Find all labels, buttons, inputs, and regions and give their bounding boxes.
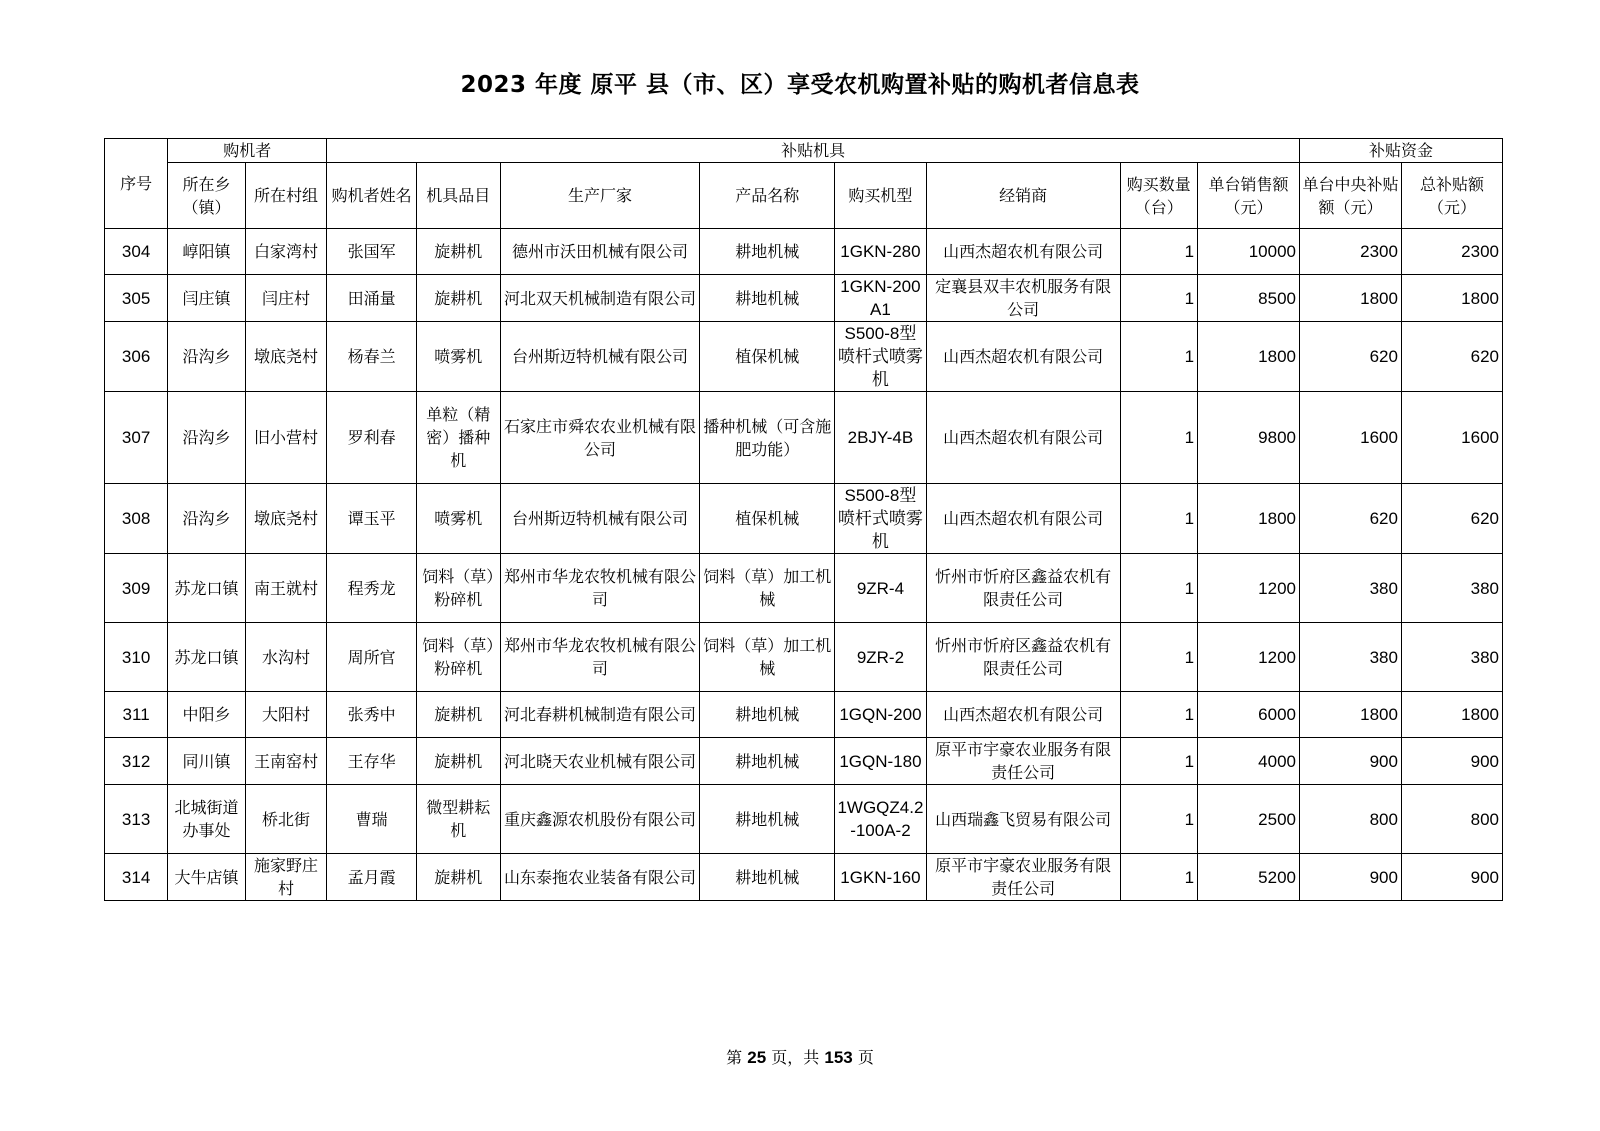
qty-cell: 1	[1120, 554, 1197, 623]
category-cell: 旋耕机	[417, 738, 501, 785]
seq-cell: 307	[105, 392, 168, 484]
qty-cell: 1	[1120, 785, 1197, 854]
maker-cell: 台州斯迈特机械有限公司	[500, 322, 700, 392]
column-header-row	[105, 163, 1503, 229]
buyer-name-cell: 周所官	[327, 623, 417, 692]
header-village: 所在村组	[245, 163, 327, 229]
page-title: 2023 年度 原平 县（市、区）享受农机购置补贴的购机者信息表	[460, 72, 1140, 98]
seq-cell: 313	[105, 785, 168, 854]
maker-cell: 河北晓天农业机械有限公司	[500, 738, 700, 785]
product-cell: 耕地机械	[700, 692, 835, 738]
footer-total-pages: 153	[824, 1048, 853, 1067]
subsidy-cell: 380	[1300, 554, 1402, 623]
table-row	[105, 738, 1503, 785]
header-buyer-name: 购机者姓名	[327, 163, 417, 229]
header-product: 产品名称	[700, 163, 835, 229]
model-cell: 1WGQZ4.2-100A-2	[835, 785, 927, 854]
qty-cell: 1	[1120, 275, 1197, 322]
buyer-name-cell: 田涌量	[327, 275, 417, 322]
dealer-cell: 山西瑞鑫飞贸易有限公司	[926, 785, 1120, 854]
seq-cell: 306	[105, 322, 168, 392]
maker-cell: 重庆鑫源农机股份有限公司	[500, 785, 700, 854]
buyer-name-cell: 曹瑞	[327, 785, 417, 854]
village-cell: 施家野庄村	[245, 854, 327, 901]
maker-cell: 山东泰拖农业装备有限公司	[500, 854, 700, 901]
maker-cell: 郑州市华龙农牧机械有限公司	[500, 623, 700, 692]
model-cell: S500-8型喷杆式喷雾机	[835, 322, 927, 392]
product-cell: 耕地机械	[700, 275, 835, 322]
dealer-cell: 山西杰超农机有限公司	[926, 229, 1120, 275]
seq-cell: 309	[105, 554, 168, 623]
header-maker: 生产厂家	[500, 163, 700, 229]
qty-cell: 1	[1120, 229, 1197, 275]
subsidy-cell: 620	[1300, 484, 1402, 554]
header-subsidy: 单台中央补贴额（元）	[1300, 163, 1402, 229]
village-cell: 大阳村	[245, 692, 327, 738]
dealer-cell: 忻州市忻府区鑫益农机有限责任公司	[926, 554, 1120, 623]
category-cell: 喷雾机	[417, 484, 501, 554]
total-cell: 620	[1401, 484, 1502, 554]
town-cell: 沿沟乡	[168, 484, 245, 554]
subsidy-cell: 1800	[1300, 275, 1402, 322]
subsidy-cell: 380	[1300, 623, 1402, 692]
model-cell: 1GKN-200A1	[835, 275, 927, 322]
model-cell: 1GKN-160	[835, 854, 927, 901]
product-cell: 植保机械	[700, 322, 835, 392]
buyer-name-cell: 王存华	[327, 738, 417, 785]
total-cell: 620	[1401, 322, 1502, 392]
table-row	[105, 623, 1503, 692]
subsidy-table	[104, 138, 1503, 901]
category-cell: 旋耕机	[417, 275, 501, 322]
price-cell: 9800	[1198, 392, 1300, 484]
footer-page-number: 25	[747, 1048, 767, 1067]
village-cell: 水沟村	[245, 623, 327, 692]
model-cell: 9ZR-2	[835, 623, 927, 692]
buyer-name-cell: 罗利春	[327, 392, 417, 484]
product-cell: 饲料（草）加工机械	[700, 623, 835, 692]
subsidy-cell: 1800	[1300, 692, 1402, 738]
town-cell: 苏龙口镇	[168, 623, 245, 692]
total-cell: 2300	[1401, 229, 1502, 275]
buyer-name-cell: 杨春兰	[327, 322, 417, 392]
buyer-name-cell: 张秀中	[327, 692, 417, 738]
category-cell: 旋耕机	[417, 692, 501, 738]
group-header-row	[105, 139, 1503, 163]
footer-mid: 页，共	[771, 1048, 820, 1067]
table-row	[105, 229, 1503, 275]
total-cell: 1800	[1401, 692, 1502, 738]
dealer-cell: 山西杰超农机有限公司	[926, 484, 1120, 554]
product-cell: 耕地机械	[700, 229, 835, 275]
subsidy-cell: 2300	[1300, 229, 1402, 275]
town-cell: 北城街道办事处	[168, 785, 245, 854]
header-group-buyer: 购机者	[168, 139, 327, 163]
header-model: 购买机型	[835, 163, 927, 229]
village-cell: 桥北街	[245, 785, 327, 854]
qty-cell: 1	[1120, 322, 1197, 392]
village-cell: 南王就村	[245, 554, 327, 623]
dealer-cell: 山西杰超农机有限公司	[926, 392, 1120, 484]
qty-cell: 1	[1120, 623, 1197, 692]
model-cell: 1GKN-280	[835, 229, 927, 275]
total-cell: 380	[1401, 623, 1502, 692]
seq-cell: 314	[105, 854, 168, 901]
seq-cell: 304	[105, 229, 168, 275]
table-row	[105, 275, 1503, 322]
town-cell: 苏龙口镇	[168, 554, 245, 623]
seq-cell: 305	[105, 275, 168, 322]
maker-cell: 德州市沃田机械有限公司	[500, 229, 700, 275]
village-cell: 墩底尧村	[245, 484, 327, 554]
subsidy-cell: 800	[1300, 785, 1402, 854]
price-cell: 1800	[1198, 484, 1300, 554]
subsidy-cell: 1600	[1300, 392, 1402, 484]
price-cell: 4000	[1198, 738, 1300, 785]
village-cell: 白家湾村	[245, 229, 327, 275]
page-footer	[0, 1045, 1600, 1068]
price-cell: 5200	[1198, 854, 1300, 901]
category-cell: 微型耕耘机	[417, 785, 501, 854]
total-cell: 1800	[1401, 275, 1502, 322]
category-cell: 旋耕机	[417, 854, 501, 901]
product-cell: 饲料（草）加工机械	[700, 554, 835, 623]
price-cell: 8500	[1198, 275, 1300, 322]
product-cell: 植保机械	[700, 484, 835, 554]
category-cell: 饲料（草）粉碎机	[417, 554, 501, 623]
price-cell: 2500	[1198, 785, 1300, 854]
table-row	[105, 322, 1503, 392]
dealer-cell: 定襄县双丰农机服务有限公司	[926, 275, 1120, 322]
town-cell: 同川镇	[168, 738, 245, 785]
town-cell: 沿沟乡	[168, 392, 245, 484]
table-row	[105, 854, 1503, 901]
header-category: 机具品目	[417, 163, 501, 229]
seq-cell: 310	[105, 623, 168, 692]
town-cell: 沿沟乡	[168, 322, 245, 392]
model-cell: 1GQN-180	[835, 738, 927, 785]
dealer-cell: 山西杰超农机有限公司	[926, 692, 1120, 738]
price-cell: 10000	[1198, 229, 1300, 275]
buyer-name-cell: 张国军	[327, 229, 417, 275]
category-cell: 旋耕机	[417, 229, 501, 275]
header-dealer: 经销商	[926, 163, 1120, 229]
price-cell: 1200	[1198, 554, 1300, 623]
seq-cell: 308	[105, 484, 168, 554]
maker-cell: 河北春耕机械制造有限公司	[500, 692, 700, 738]
qty-cell: 1	[1120, 854, 1197, 901]
maker-cell: 河北双天机械制造有限公司	[500, 275, 700, 322]
table-row	[105, 785, 1503, 854]
header-group-fund: 补贴资金	[1300, 139, 1503, 163]
town-cell: 闫庄镇	[168, 275, 245, 322]
subsidy-cell: 900	[1300, 738, 1402, 785]
footer-prefix: 第	[726, 1048, 743, 1067]
village-cell: 王南窑村	[245, 738, 327, 785]
category-cell: 单粒（精密）播种机	[417, 392, 501, 484]
total-cell: 380	[1401, 554, 1502, 623]
price-cell: 1200	[1198, 623, 1300, 692]
dealer-cell: 忻州市忻府区鑫益农机有限责任公司	[926, 623, 1120, 692]
total-cell: 900	[1401, 854, 1502, 901]
product-cell: 播种机械（可含施肥功能）	[700, 392, 835, 484]
town-cell: 崞阳镇	[168, 229, 245, 275]
buyer-name-cell: 程秀龙	[327, 554, 417, 623]
maker-cell: 石家庄市舜农农业机械有限公司	[500, 392, 700, 484]
category-cell: 饲料（草）粉碎机	[417, 623, 501, 692]
qty-cell: 1	[1120, 692, 1197, 738]
product-cell: 耕地机械	[700, 785, 835, 854]
seq-cell: 312	[105, 738, 168, 785]
dealer-cell: 山西杰超农机有限公司	[926, 322, 1120, 392]
qty-cell: 1	[1120, 484, 1197, 554]
product-cell: 耕地机械	[700, 854, 835, 901]
header-price: 单台销售额（元）	[1198, 163, 1300, 229]
table-row	[105, 484, 1503, 554]
header-seq: 序号	[105, 139, 168, 229]
town-cell: 大牛店镇	[168, 854, 245, 901]
model-cell: S500-8型喷杆式喷雾机	[835, 484, 927, 554]
header-town: 所在乡（镇）	[168, 163, 245, 229]
footer-suffix: 页	[857, 1048, 874, 1067]
dealer-cell: 原平市宇豪农业服务有限责任公司	[926, 738, 1120, 785]
category-cell: 喷雾机	[417, 322, 501, 392]
subsidy-cell: 900	[1300, 854, 1402, 901]
qty-cell: 1	[1120, 738, 1197, 785]
table-row	[105, 554, 1503, 623]
price-cell: 6000	[1198, 692, 1300, 738]
maker-cell: 台州斯迈特机械有限公司	[500, 484, 700, 554]
header-total: 总补贴额（元）	[1401, 163, 1502, 229]
dealer-cell: 原平市宇豪农业服务有限责任公司	[926, 854, 1120, 901]
price-cell: 1800	[1198, 322, 1300, 392]
subsidy-cell: 620	[1300, 322, 1402, 392]
table-body	[105, 139, 1503, 901]
town-cell: 中阳乡	[168, 692, 245, 738]
total-cell: 900	[1401, 738, 1502, 785]
total-cell: 800	[1401, 785, 1502, 854]
model-cell: 2BJY-4B	[835, 392, 927, 484]
model-cell: 1GQN-200	[835, 692, 927, 738]
table-row	[105, 692, 1503, 738]
buyer-name-cell: 孟月霞	[327, 854, 417, 901]
seq-cell: 311	[105, 692, 168, 738]
model-cell: 9ZR-4	[835, 554, 927, 623]
maker-cell: 郑州市华龙农牧机械有限公司	[500, 554, 700, 623]
header-group-machine: 补贴机具	[327, 139, 1300, 163]
buyer-name-cell: 谭玉平	[327, 484, 417, 554]
header-qty: 购买数量（台）	[1120, 163, 1197, 229]
qty-cell: 1	[1120, 392, 1197, 484]
village-cell: 闫庄村	[245, 275, 327, 322]
table-row	[105, 392, 1503, 484]
total-cell: 1600	[1401, 392, 1502, 484]
village-cell: 墩底尧村	[245, 322, 327, 392]
product-cell: 耕地机械	[700, 738, 835, 785]
village-cell: 旧小营村	[245, 392, 327, 484]
